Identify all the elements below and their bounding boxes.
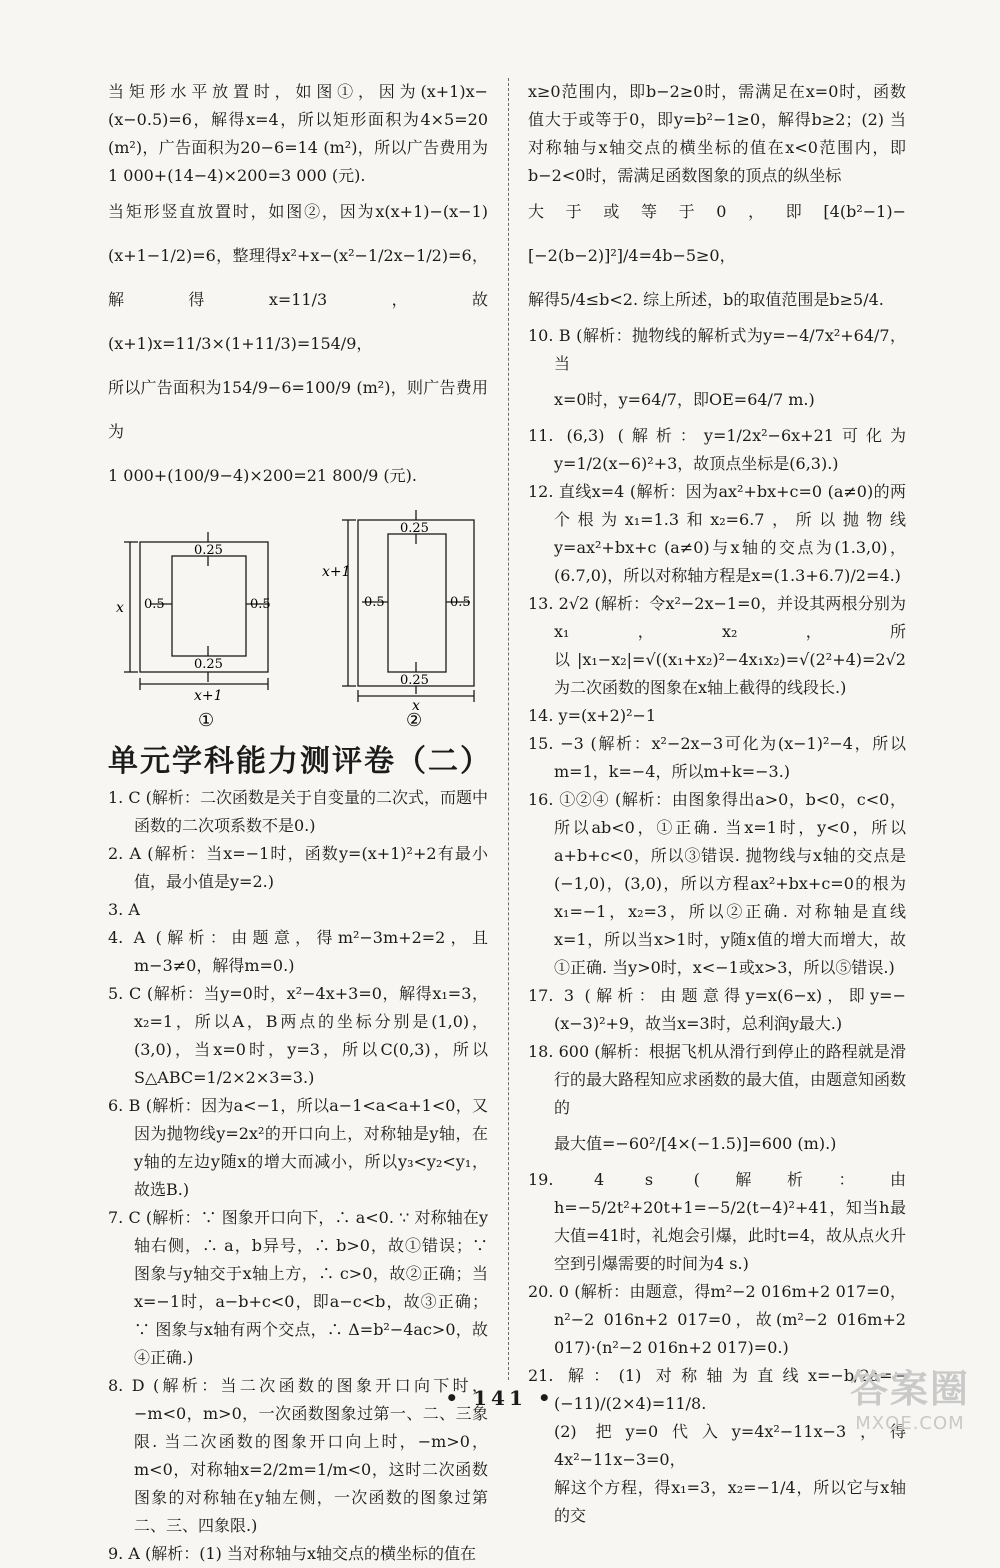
answer-item: 11. (6,3) (解析：y=1/2x²−6x+21可化为y=1/2(x−6)²+3，故顶点坐标是(6,3).) [528,426,906,473]
answer-item: 12. 直线x=4 (解析：因为ax²+bx+c=0 (a≠0)的两个根为x₁=1.3和x₂=6.7，所以抛物线y=ax²+bx+c (a≠0)与x轴的交点为(1.3,0)，(6.7,0)，所以对称轴方程是x=(1.3+6.7)/2=4.) [528,482,906,585]
dim-right-2: 0.5 [450,595,471,610]
answer-item: 13. 2√2 (解析：令x²−2x−1=0，并设其两根分别为x₁，x₂，所以|x₁−x₂|=√((x₁+x₂)²−4x₁x₂)=√(2²+4)=2√2为二次函数的图象在x轴上截得的线段长.) [528,594,906,697]
answer-item: 1. C (解析：二次函数是关于自变量的二次式，而题中函数的二次项系数不是0.) [108,788,488,835]
label-width-1: x+1 [194,688,223,704]
dim-top-inner-1: 0.25 [194,543,223,558]
dim-bottom-inner-2: 0.25 [400,673,429,688]
answer-item: 15. −3 (解析：x²−2x−3可化为(x−1)²−4，所以m=1，k=−4，所以m+k=−3.) [528,734,906,781]
answer-continuation: 解得5/4≤b<2. 综上所述，b的取值范围是b≥5/4. [528,290,884,309]
answer-item: 17. 3 (解析：由题意得y=x(6−x)，即y=−(x−3)²+9，故当x=3时，总利润y最大.) [528,986,906,1033]
answer-continuation: (2) 把y=0代入y=4x²−11x−3，得4x²−11x−3=0， [554,1422,906,1469]
column-divider [508,78,509,1380]
answer-item: 9. A (解析：(1) 当对称轴与x轴交点的横坐标的值在 [108,1544,477,1563]
section-title: 单元学科能力测评卷（二） [108,744,492,779]
label-width-2: x [412,698,420,714]
answer-item: 16. ①②④ (解析：由图象得出a>0，b<0，c<0，所以ab<0，①正确. 当x=1时，y<0，所以a+b+c<0，所以③错误. 抛物线与x轴的交点是(−1,0)，(3,0)，所以方程ax²+bx+c=0的根为x₁=−1，x₂=3，所以②正确. 对称轴是直线x=1，所以当x>1时，y随x值的增大而增大，故①正确. 当y>0时，x<−1或x>3，所以⑤错误.) [528,790,906,977]
dim-top-inner-2: 0.25 [400,521,429,536]
paragraph-vertical-case: 当矩形竖直放置时，如图②，因为x(x+1)−(x−1)(x+1−1/2)=6，整理得x²+x−(x²−1/2x−1/2)=6，解得x=11/3，故(x+1)x=11/3×(1+11/3)=154/9， [108,202,488,353]
answer-continuation: x≥0范围内，即b−2≥0时，需满足在x=0时，函数值大于或等于0，即y=b²−1≥0，解得b≥2；(2) 当对称轴与x轴交点的横坐标的值在x<0范围内，即b−2<0时，需满足函数图象的顶点的纵坐标 [528,82,906,185]
answer-item: 7. C (解析：∵ 图象开口向下，∴ a<0. ∵ 对称轴在y轴右侧，∴ a，b异号，∴ b>0，故①错误；∵ 图象与y轴交于x轴上方，∴ c>0，故②正确；当x=−1时，a−b+c<0，即a−c<b，故③正确；∵ 图象与x轴有两个交点，∴ Δ=b²−4ac>0，故④正确.) [108,1208,488,1367]
page-number: • 141 • [445,1386,555,1410]
answer-continuation: 大于或等于0，即[4(b²−1)−[−2(b−2)]²]/4=4b−5≥0， [528,202,906,265]
answer-item: 2. A (解析：当x=−1时，函数y=(x+1)²+2有最小值，最小值是y=2.) [108,844,488,891]
caption-figure-1: ① [198,710,215,730]
paragraph-ad-area: 所以广告面积为154/9−6=100/9 (m²)，则广告费用为 [108,378,488,441]
answer-item: 8. D (解析：当二次函数的图象开口向下时，−m<0，m>0，一次函数图象过第一、二、三象限. 当二次函数的图象开口向上时，−m>0，m<0，对称轴x=2/2m=1/m<0，这时二次函数图象的对称轴在y轴左侧，一次函数的图象过第二、三、四象限.) [108,1376,488,1535]
answer-item: 14. y=(x+2)²−1 [528,706,657,725]
answer-item: 6. B (解析：因为a<−1，所以a−1<a<a+1<0，又因为抛物线y=2x²的开口向上，对称轴是y轴，在y轴的左边y随x的增大而减小，所以y₃<y₂<y₁，故选B.) [108,1096,488,1199]
watermark-text: 答案圈 [849,1367,970,1411]
answer-item: 19. 4 s (解析：由h=−5/2t²+20t+1=−5/2(t−4)²+41，知当h最大值=41时，礼炮会引爆，此时t=4，故从点火升空到引爆需要的时间为4 s.) [528,1170,906,1273]
answer-item: 10. B (解析：抛物线的解析式为y=−4/7x²+64/7，当 [528,326,906,373]
dim-left-2: 0.5 [364,595,385,610]
paragraph-ad-cost: 1 000+(100/9−4)×200=21 800/9 (元). [108,466,417,485]
caption-figure-2: ② [406,710,423,730]
label-height-2: x+1 [322,564,351,580]
dim-left-1: 0.5 [144,597,165,612]
answer-continuation: 解这个方程，得x₁=3，x₂=−1/4，所以它与x轴的交 [554,1478,906,1525]
label-height-1: x [116,600,124,616]
dim-bottom-inner-1: 0.25 [194,657,223,672]
answer-item: 3. A [108,900,140,919]
paragraph-horizontal-case: 当矩形水平放置时，如图①，因为(x+1)x−(x−0.5)=6，解得x=4，所以矩形面积为4×5=20 (m²)，广告面积为20−6=14 (m²)，所以广告费用为1 000+(14−4)×200=3 000 (元). [108,82,488,185]
answer-item: 20. 0 (解析：由题意，得m²−2 016m+2 017=0，n²−2 016n+2 017=0，故(m²−2 016m+2 017)·(n²−2 016n+2 017)=0.) [528,1282,906,1357]
watermark-logo [850,1358,970,1434]
dim-right-1: 0.5 [250,597,271,612]
answer-continuation: 最大值=−60²/[4×(−1.5)]=600 (m).) [554,1134,837,1153]
answer-item: 5. C (解析：当y=0时，x²−4x+3=0，解得x₁=3，x₂=1，所以A，B两点的坐标分别是(1,0)，(3,0)，当x=0时，y=3，所以C(0,3)，所以S△ABC=1/2×2×3=3.) [108,984,488,1087]
left-column [108,78,492,1568]
answer-item: 21. 解：(1) 对称轴为直线x=−b/2a=−(−11)/(2×4)=11/8. [528,1366,906,1413]
watermark-url: MXQE.COM [855,1413,965,1434]
answer-continuation: x=0时，y=64/7，即OE=64/7 m.) [554,390,815,409]
right-column [528,78,906,1530]
rectangle-figures [108,504,488,730]
answer-item: 4. A (解析：由题意，得m²−3m+2=2，且m−3≠0，解得m=0.) [108,928,488,975]
answer-item: 18. 600 (解析：根据飞机从滑行到停止的路程就是滑行的最大路程知应求函数的最大值，由题意知函数的 [528,1042,907,1117]
